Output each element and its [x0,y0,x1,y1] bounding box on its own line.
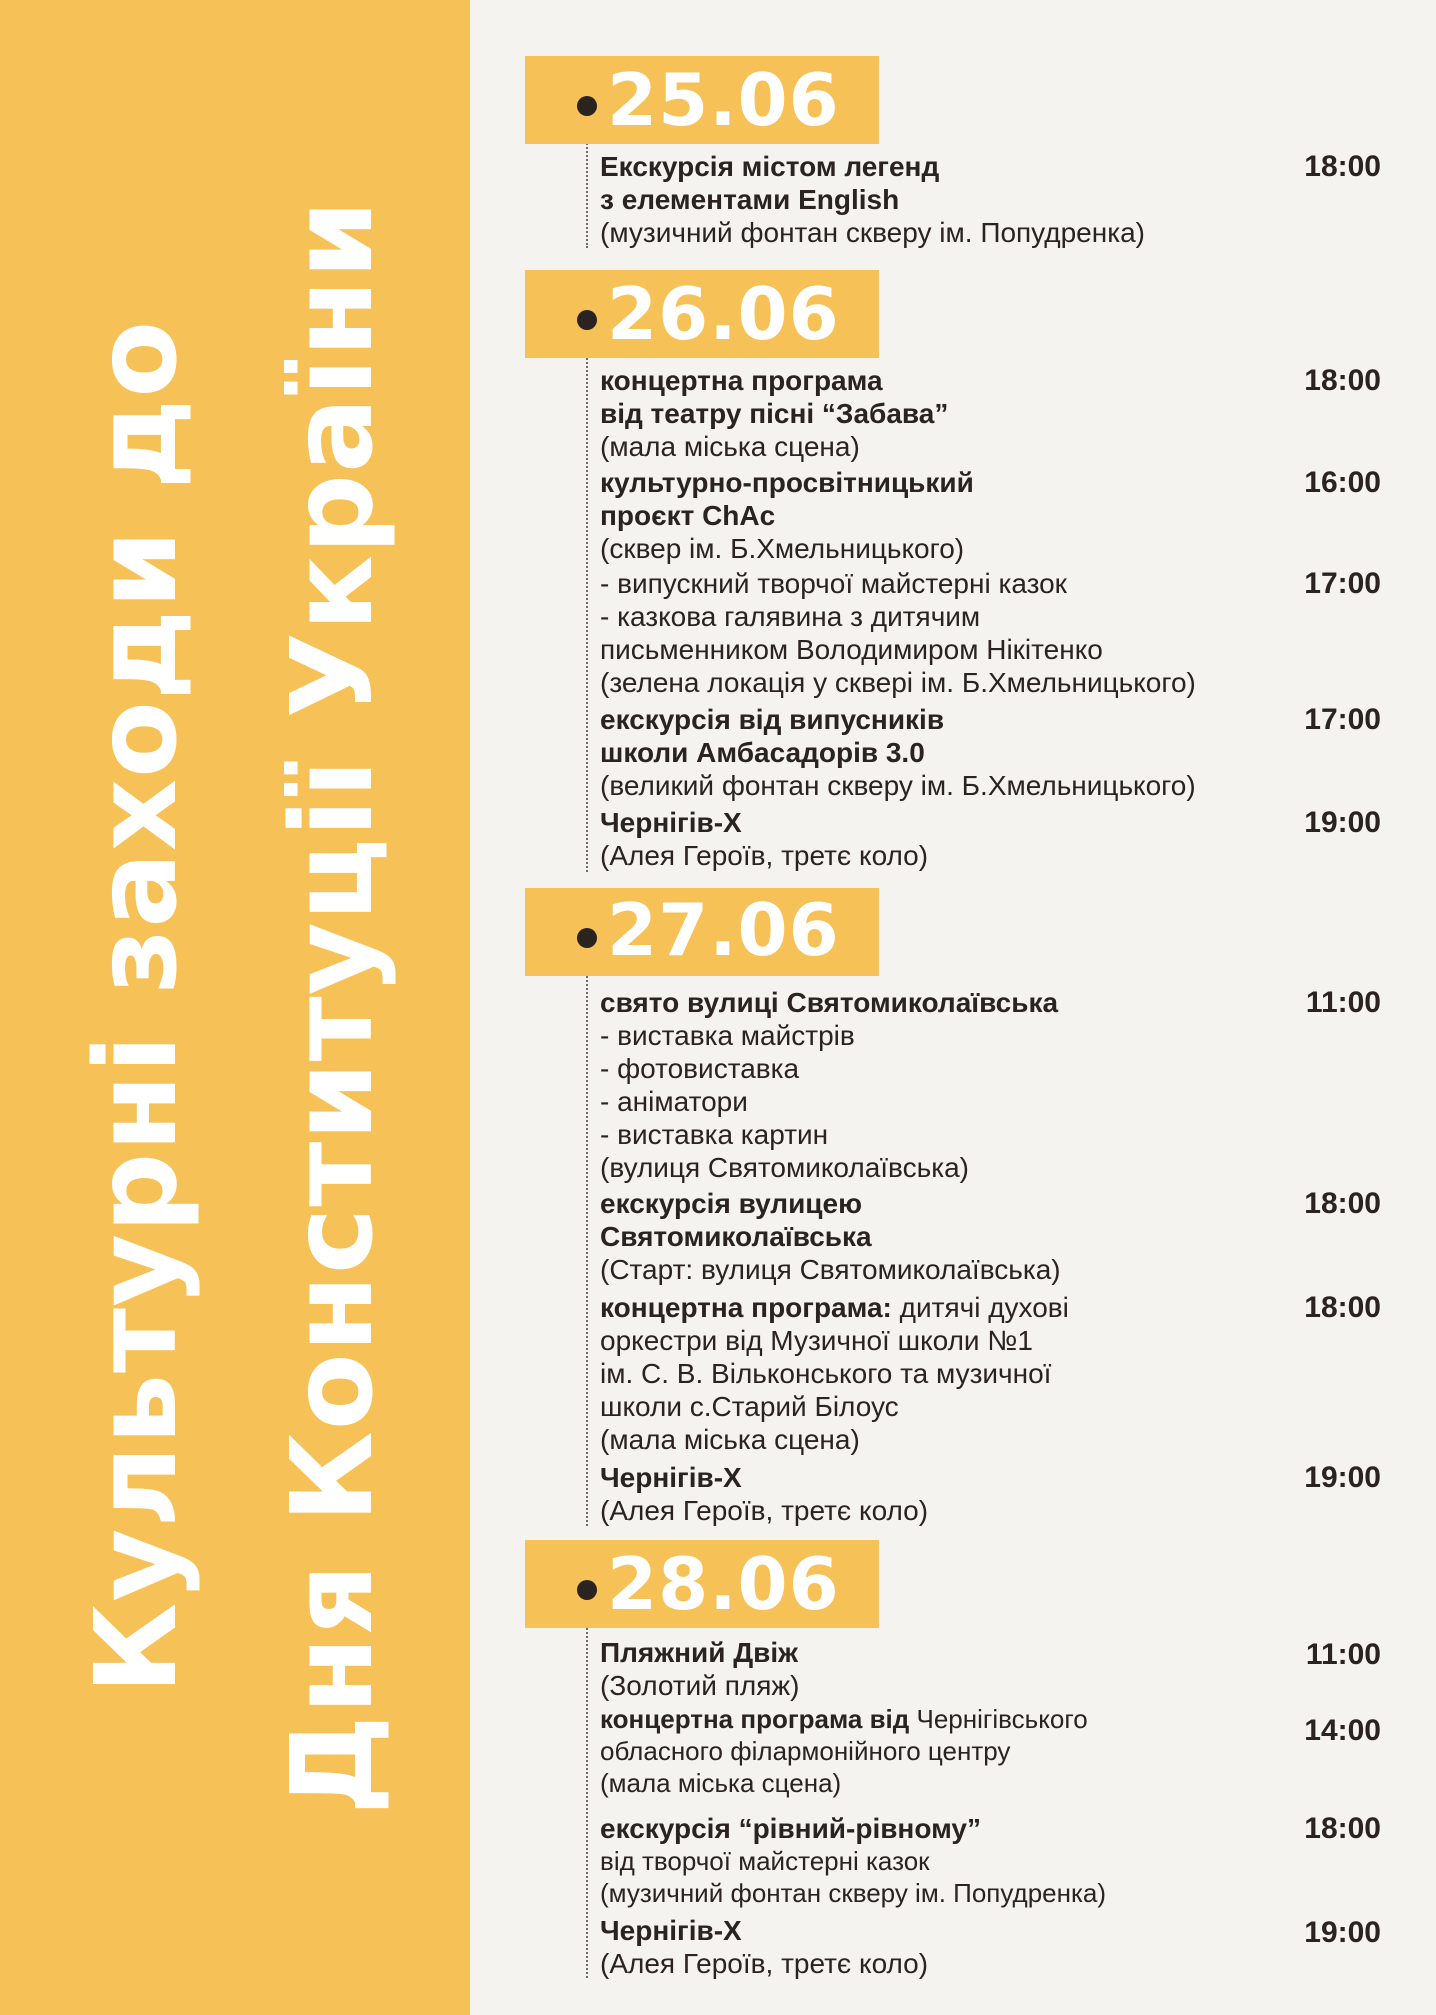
event-title: концертна програма [600,365,883,396]
event-title: екскурсія від випусників [600,704,945,735]
event-detail: - фотовиставка [600,1053,800,1084]
event-detail: - аніматори [600,1086,748,1117]
event-title: Чернігів-Х [600,1915,742,1946]
event-title: школи Амбасадорів 3.0 [600,737,925,768]
event-title: концертна програма від [600,1704,910,1734]
event-location: (сквер ім. Б.Хмельницького) [600,533,965,564]
event-title: екскурсія “рівний-рівному” [600,1813,981,1844]
event-title: з елементами English [600,184,900,215]
event-location: (музичний фонтан скверу ім. Попудренка) [600,217,1145,248]
timeline-line [586,1588,588,1978]
event-time: 17:00 [1304,567,1381,600]
event-time: 18:00 [1304,1187,1381,1220]
event-location: (Золотий пляж) [600,1670,800,1701]
date-heading: 25.06 [607,58,840,142]
event-location: (вулиця Святомиколаївська) [600,1152,969,1183]
event-location: (Старт: вулиця Святомиколаївська) [600,1254,1061,1285]
event-time: 19:00 [1304,1916,1381,1949]
event-title: культурно-просвітницький [600,467,974,498]
event-time: 14:00 [1304,1714,1381,1747]
event-detail: - виставка картин [600,1119,829,1150]
event-time: 11:00 [1305,1638,1381,1671]
event-time: 17:00 [1304,703,1381,736]
poster-title-line-2: Дня Конституції України [268,199,398,1815]
event-location: (мала міська сцена) [600,431,860,462]
event-location: (Алея Героїв, третє коло) [600,1495,929,1526]
timeline-dot [577,928,597,948]
event-location: (зелена локація у сквері ім. Б.Хмельницького) [600,667,1196,698]
event-detail: оркестри від Музичної школи №1 [600,1325,1033,1356]
date-heading: 26.06 [607,272,840,356]
event-title: концертна програма: [600,1292,892,1323]
date-heading: 27.06 [607,888,840,972]
timeline-line [586,936,588,1526]
timeline-dot [577,96,597,116]
event-title: Чернігів-Х [600,1462,742,1493]
event-detail: письменником Володимиром Нікітенко [600,634,1103,665]
event-detail: - казкова галявина з дитячим [600,601,981,632]
event-detail: - виставка майстрів [600,1020,855,1051]
event-time: 19:00 [1304,1461,1381,1494]
event-time: 18:00 [1304,364,1381,397]
event-detail: ім. С. В. Вільконського та музичної [600,1358,1052,1389]
timeline-dot [577,310,597,330]
event-detail: дитячі духові [891,1292,1069,1323]
poster-title-line-1: Культурні заходи до [72,319,202,1695]
event-location: (мала міська сцена) [600,1424,860,1455]
event-time: 18:00 [1304,1291,1381,1324]
event-location: (мала міська сцена) [600,1768,842,1798]
event-time: 18:00 [1304,1812,1381,1845]
event-location: (Алея Героїв, третє коло) [600,1948,929,1979]
event-detail: школи с.Старий Білоус [600,1391,899,1422]
event-detail: Чернігівського [909,1704,1088,1734]
event-time: 18:00 [1304,150,1381,183]
event-location: (Алея Героїв, третє коло) [600,840,929,871]
event-title: екскурсія вулицею [600,1188,862,1219]
event-title: Екскурсія містом легенд [600,151,940,182]
event-title: проєкт ChAc [600,500,776,531]
event-detail: - випускний творчої майстерні казок [600,568,1067,599]
event-time: 19:00 [1304,806,1381,839]
event-time: 16:00 [1304,466,1381,499]
event-location: (музичний фонтан скверу ім. Попудренка) [600,1878,1107,1908]
event-title: Чернігів-Х [600,807,742,838]
timeline-line [586,322,588,872]
event-title: свято вулиці Святомиколаївська [600,987,1059,1018]
date-heading: 28.06 [607,1542,840,1626]
event-detail: від творчої майстерні казок [600,1846,930,1876]
event-location: (великий фонтан скверу ім. Б.Хмельницького) [600,770,1196,801]
timeline-dot [577,1580,597,1600]
event-title: Святомиколаївська [600,1221,872,1252]
event-title: Пляжний Двіж [600,1637,799,1668]
event-detail: обласного філармонійного центру [600,1736,1011,1766]
event-title: від театру пісні “Забава” [600,398,949,429]
event-time: 11:00 [1305,986,1381,1019]
